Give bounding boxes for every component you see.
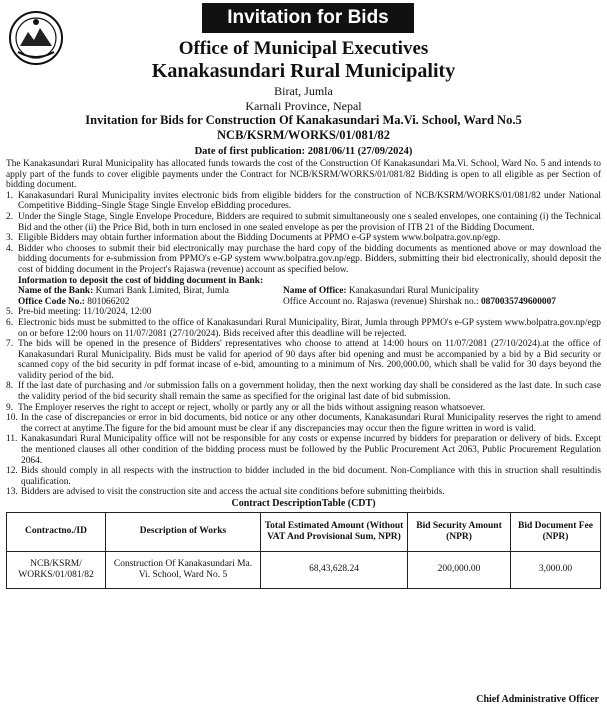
notice-body [6,159,601,589]
list-item: 11. Kanakasundari Rural Municipality office will not be responsible for any costs or expense incurred by bidders for preparation or delivery of bids. Except the mentioned clauses all other condition of the bidding process must be followed by the Public Procurement Act 2063, Public Procurement Regulation 2064. [6,434,601,466]
publication-date: Date of first publication: 2081/06/11 (27/09/2024) [194,146,413,157]
municipality-title: Kanakasundari Rural Municipality [151,60,456,82]
list-item: 13. Bidders are advised to visit the construction site and access the actual site conditions before submitting theirbids. [6,487,445,498]
cell-estimated-amount: 68,43,628.24 [261,551,408,588]
intro-paragraph: The Kanakasundari Rural Municipality has allocated funds towards the cost of the Construction Of Kanakasundari Ma.Vi. School, Ward No. 5 and intends to apply part of the funds to cover eligible payments under the Contract for NCB/KSRM/WORKS/01/081/82 Bidding is open to all eligible as per Section of bidding document. [6,159,601,191]
cdt-title: Contract DescriptionTable (CDT) [231,498,376,509]
list-item: 1. Kanakasundari Rural Municipality invites electronic bids from eligible bidders for the construction of NCB/KSRM/WORKS/01/081/82 under National Competitive Bidding–Single Stage Single Envelop eBidding procedures. [6,190,601,212]
list-item: 9. The Employer reserves the right to accept or reject, wholly or partly any or all the bids without assigning reason whatsoever. [6,402,486,413]
list-item: 6. Electronic bids must be submitted to the office of Kanakasundari Rural Municipality, Birat, Jumla through PPMO's e-GP system www.bolpatra.gov.np/egp on or before 12:00 hours on 11/07/2081 (27/10/2024). Bids received after this deadline will be rejected. [6,317,601,339]
col-document-fee: Bid Document Fee (NPR) [511,512,601,551]
col-bid-security: Bid Security Amount (NPR) [408,512,511,551]
list-item: 5. Pre-bid meeting: 11/10/2024, 12:00 [6,307,152,318]
province: Karnali Province, Nepal [245,99,362,113]
col-contract-id: Contractno./ID [7,512,106,551]
deposit-heading: Information to deposit the cost of bidding document in Bank: [18,275,264,286]
list-item: 12. Bids should comply in all respects with the instruction to bidder included in the bid document. Non-Compliance with this in struction shall resultindis qualification. [6,466,601,487]
office-title: Office of Municipal Executives [178,38,429,59]
list-item: 8. If the last date of purchasing and /or submission falls on a government holiday, then the next working day shall be considered as the last date. In such case the validity period of the bid security shall remain the same as specified for the original last date of bid submission. [6,381,601,403]
reference-number: NCB/KSRM/WORKS/01/081/82 [217,128,390,142]
cell-contract-id: NCB/KSRM/ WORKS/01/081/82 [7,551,106,588]
invitation-title: Invitation for Bids for Construction Of Kanakasundari Ma.Vi. School, Ward No.5 [85,113,522,127]
table-header-row [7,512,601,551]
list-item: 7. The bids will be opened in the presence of Bidders' representatives who choose to attend at 14:00 hours on 11/07/2081 (27/10/2024).at the office of Kanakasundari Rural Municipality. Bids must be valid for aperiod of 90 days after bid opening and must be accompanied by a bid by a Bid security or scanned copy of the bid security in pdf format incase of e-bid, amounting to a minimum of Nrs. 200,000.00, which shall be valid for 30 days beyond the validity period of the bid. [6,339,601,381]
list-item: 4. Bidder who chooses to submit their bid electronically may purchase the hard copy of the bidding documents as mentioned above or may download the bidding documents for e-submission from PPMO's e-GP system www.bolpatra.gov.np/egp. Bidders, submitting their bid electronically, should deposit the cost of bidding document in the Project's Rajaswa (revenue) account as specified below. [6,243,601,275]
signature: Chief Administrative Officer [476,694,599,705]
deposit-info: Information to deposit the cost of bidding document in Bank: Name of the Bank: Kumari Bank Limited, Birat, Jumla Name of Office: Kanakasundari Rural Municipality Office Code No.: 801066202 Office Account no. Rajaswa (revenue) Shirshak no.: 0870035749600007 [6,276,601,308]
location: Birat, Jumla [274,84,333,98]
contract-table [6,512,601,589]
col-estimated-amount: Total Estimated Amount (Without VAT And Provisional Sum, NPR) [261,512,408,551]
col-description: Description of Works [106,512,261,551]
cell-description: Construction Of Kanakasundari Ma. Vi. School, Ward No. 5 [106,551,261,588]
banner: Invitation for Bids [202,3,414,33]
list-item: 3. Eligible Bidders may obtain further information about the Bidding Documents at PPMO e-GP system www.bolpatra.gov.np/egp. [6,233,501,244]
table-row [7,551,601,588]
list-item: 2. Under the Single Stage, Single Envelope Procedure, Bidders are required to submit simultaneously one s sealed envelopes, one containing (i) the Technical Bid and the other (ii) the Price Bid, both in turn enclosed in one sealed envelope as per the provision of ITB 21 of the Bidding Document. [6,211,601,233]
cell-bid-security: 200,000.00 [408,551,511,588]
list-item: 10. In the case of discrepancies or error in bid documents, bid notice or any other documents, Kanakasundari Rural Municipality reserves the right to amend the correct at anytime.The figure for the bid amount must be clear if any discrepancies may occur then the figure written in word is valid. [6,413,601,434]
cell-document-fee: 3,000.00 [511,551,601,588]
